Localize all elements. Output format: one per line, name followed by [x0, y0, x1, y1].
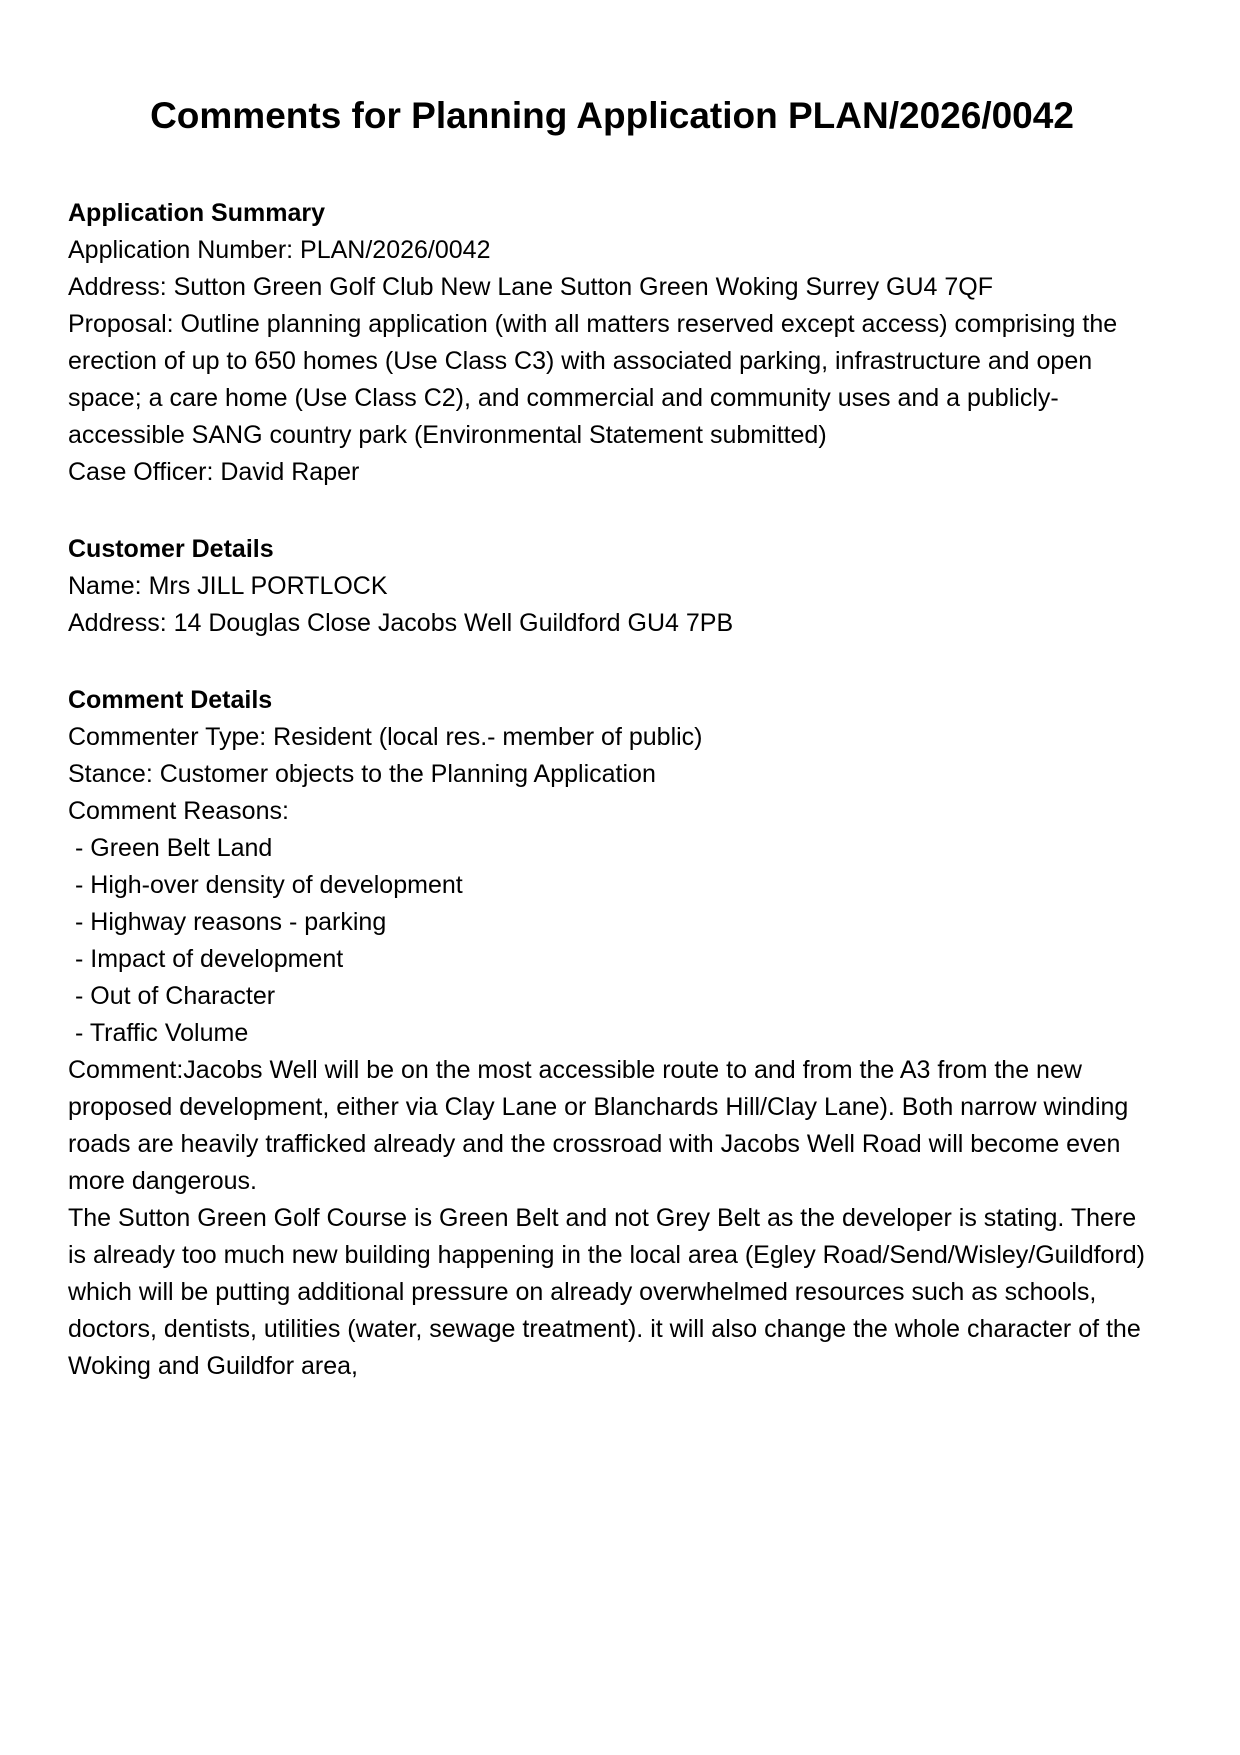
comment-reasons-list — [68, 830, 1156, 1052]
customer-address-line: Address: 14 Douglas Close Jacobs Well Guildford GU4 7PB — [68, 609, 734, 637]
stance-line: Stance: Customer objects to the Planning Application — [68, 760, 656, 788]
comment-reason-item: - Green Belt Land — [75, 834, 273, 862]
comment-reasons-label: Comment Reasons: — [68, 797, 289, 825]
comment-reason-item: - Traffic Volume — [75, 1019, 249, 1047]
customer-details-heading: Customer Details — [68, 535, 274, 563]
document-content — [68, 94, 1156, 1385]
section-comment-details — [68, 682, 1156, 1385]
comment-reason-item: - Highway reasons - parking — [75, 908, 387, 936]
comment-reason-item: - Out of Character — [75, 982, 276, 1010]
comment-details-heading: Comment Details — [68, 686, 273, 714]
comment-reason-item: - High-over density of development — [75, 871, 463, 899]
case-officer-line: Case Officer: David Raper — [68, 458, 360, 486]
comment-reason-item: - Impact of development — [75, 945, 344, 973]
comment-text-paragraph-2: The Sutton Green Golf Course is Green Belt and not Grey Belt as the developer is stating. There is already too much new building happening in the local area (Egley Road/Send/Wisley/Guildford) which will be putting additional pressure on already overwhelmed resources such as schools, doctors, dentists, utilities (water, sewage treatment). it will also change the whole character of the Woking and Guildfor area, — [68, 1204, 1146, 1380]
comment-text-paragraph-1: Comment:Jacobs Well will be on the most accessible route to and from the A3 from the new proposed development, either via Clay Lane or Blanchards Hill/Clay Lane). Both narrow winding roads are heavily trafficked already and the crossroad with Jacobs Well Road will become even more dangerous. — [68, 1056, 1129, 1195]
application-summary-heading: Application Summary — [68, 199, 325, 227]
page-title: Comments for Planning Application PLAN/2026/0042 — [150, 95, 1074, 136]
application-proposal-line: Proposal: Outline planning application (with all matters reserved except access) comprising the erection of up to 650 homes (Use Class C3) with associated parking, infrastructure and open space; a care home (Use Class C2), and commercial and community uses and a publicly-accessible SANG country park (Environmental Statement submitted) — [68, 310, 1118, 449]
customer-name-line: Name: Mrs JILL PORTLOCK — [68, 572, 388, 600]
commenter-type-line: Commenter Type: Resident (local res.- member of public) — [68, 723, 703, 751]
application-address-line: Address: Sutton Green Golf Club New Lane Sutton Green Woking Surrey GU4 7QF — [68, 273, 993, 301]
section-application-summary — [68, 195, 1156, 491]
section-customer-details — [68, 531, 1156, 642]
application-number-line: Application Number: PLAN/2026/0042 — [68, 236, 491, 264]
